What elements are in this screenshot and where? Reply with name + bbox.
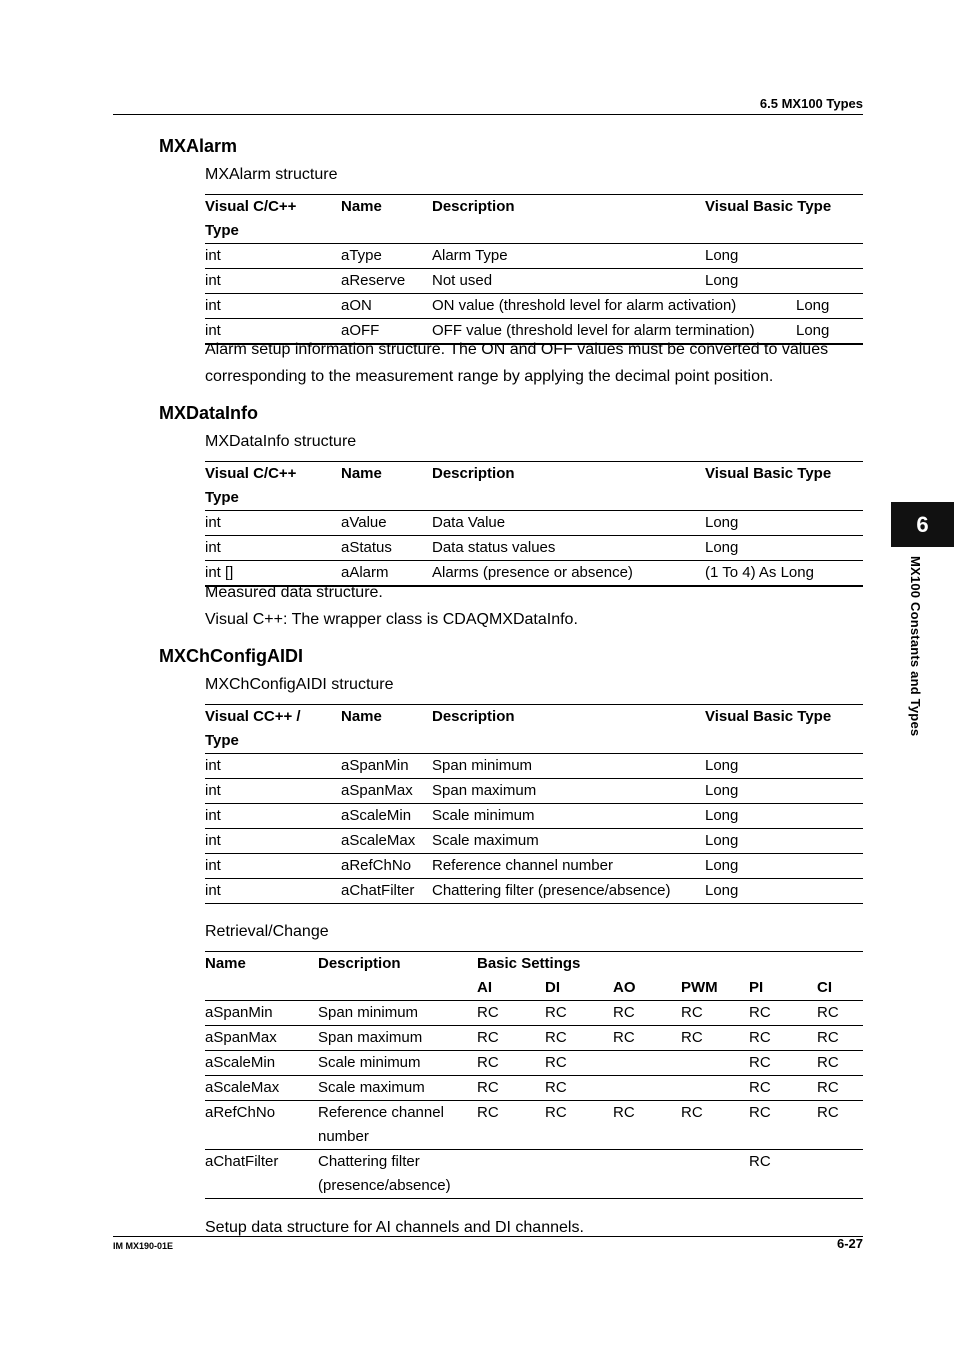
cell-vb-type: Long xyxy=(705,829,863,854)
cell-pwm xyxy=(681,1150,749,1199)
note-line: Measured data structure. xyxy=(205,584,383,601)
cell-description: Span minimum xyxy=(432,754,705,779)
cell-description-line: Reference channel xyxy=(318,1104,444,1121)
table-row xyxy=(205,779,863,804)
cell-ai: RC xyxy=(477,1051,545,1076)
cell-description-line: number xyxy=(318,1128,369,1145)
note-line: corresponding to the measurement range by applying the decimal point position. xyxy=(205,368,774,385)
col-header-vb-type: Visual Basic Type xyxy=(705,462,863,487)
table-header-row xyxy=(205,952,863,977)
cell-name: aAlarm xyxy=(341,561,432,587)
cell-description: Not used xyxy=(432,269,705,294)
chapter-tab-label: MX100 Constants and Types xyxy=(908,556,923,737)
cell-description: ON value (threshold level for alarm activation) xyxy=(432,297,737,314)
cell-description: Chattering filter (presence/absence) xyxy=(432,879,705,904)
table-header-row-cont xyxy=(205,486,863,511)
cell-type: int xyxy=(205,319,341,345)
cell-name: aValue xyxy=(341,511,432,536)
cell-name: aSpanMax xyxy=(341,779,432,804)
cell-ai: RC xyxy=(477,1076,545,1101)
cell-name: aSpanMin xyxy=(205,1001,318,1026)
cell-ao: RC xyxy=(613,1001,681,1026)
cell-description: Scale maximum xyxy=(432,829,705,854)
cell-pi: RC xyxy=(749,1150,817,1199)
footer-doc-id: IM MX190-01E xyxy=(113,1241,174,1251)
cell-type: int xyxy=(205,804,341,829)
cell-ai: RC xyxy=(477,1101,545,1150)
cell-type: int xyxy=(205,879,341,904)
cell-pwm xyxy=(681,1051,749,1076)
retrieval-note: Setup data structure for AI channels and DI channels. xyxy=(205,1219,584,1236)
table-row xyxy=(205,1051,863,1076)
cell-di: RC xyxy=(545,1001,613,1026)
table-row xyxy=(205,879,863,904)
cell-name: aStatus xyxy=(341,536,432,561)
col-header-basic-settings: Basic Settings xyxy=(477,952,863,977)
cell-description: Span maximum xyxy=(318,1026,477,1051)
cell-di: RC xyxy=(545,1026,613,1051)
cell-description: OFF value (threshold level for alarm termination) xyxy=(432,322,755,339)
col-header-type-2: Type xyxy=(205,732,239,749)
cell-di: RC xyxy=(545,1101,613,1150)
cell-ao xyxy=(613,1150,681,1199)
table-row xyxy=(205,1101,863,1150)
cell-vb-type: (1 To 4) As Long xyxy=(705,561,863,587)
cell-di xyxy=(545,1150,613,1199)
col-header-type: Visual CC++ / xyxy=(205,705,341,730)
section-title-mxdatainfo: MXDataInfo xyxy=(159,403,258,423)
cell-ai: RC xyxy=(477,1001,545,1026)
cell-ci: RC xyxy=(817,1026,863,1051)
cell-type: int xyxy=(205,779,341,804)
cell-pi: RC xyxy=(749,1026,817,1051)
cell-ao: RC xyxy=(613,1101,681,1150)
cell-vb-type: Long xyxy=(705,536,863,561)
col-header-vb-type: Visual Basic Type xyxy=(705,195,863,220)
cell-vb-type: Long xyxy=(705,244,863,269)
cell-type: int xyxy=(205,294,341,319)
col-header-type-2: Type xyxy=(205,222,239,239)
cell-name: aRefChNo xyxy=(341,854,432,879)
cell-ci: RC xyxy=(817,1001,863,1026)
table-subheader-row xyxy=(205,976,863,1001)
mxchconfig-table xyxy=(205,704,863,904)
table-row xyxy=(205,1001,863,1026)
table-row xyxy=(205,1150,863,1199)
cell-pi: RC xyxy=(749,1101,817,1150)
col-header-ci: CI xyxy=(817,979,832,996)
cell-name: aOFF xyxy=(341,319,432,345)
cell-description: Scale minimum xyxy=(432,804,705,829)
page-number: 6-27 xyxy=(836,1236,863,1251)
col-header-description: Description xyxy=(432,195,705,220)
cell-ci: RC xyxy=(817,1051,863,1076)
cell-vb-type: Long xyxy=(705,804,863,829)
table-row xyxy=(205,1026,863,1051)
table-caption-retrieval: Retrieval/Change xyxy=(205,923,329,940)
cell-ai xyxy=(477,1150,545,1199)
cell-name: aReserve xyxy=(341,269,432,294)
cell-type: int [] xyxy=(205,561,341,587)
retrieval-table xyxy=(205,951,863,1199)
cell-pi: RC xyxy=(749,1076,817,1101)
cell-di: RC xyxy=(545,1076,613,1101)
table-caption-mxalarm: MXAlarm structure xyxy=(205,166,338,183)
table-row xyxy=(205,804,863,829)
cell-pwm: RC xyxy=(681,1101,749,1150)
note-line: Alarm setup information structure. The ON and OFF values must be converted to values xyxy=(205,341,829,358)
chapter-tab: 6 xyxy=(891,502,954,547)
cell-name: aSpanMin xyxy=(341,754,432,779)
col-header-name: Name xyxy=(205,952,318,977)
mxalarm-note xyxy=(205,336,870,390)
mxdatainfo-table xyxy=(205,461,863,587)
cell-vb-type: Long xyxy=(705,854,863,879)
col-header-description: Description xyxy=(432,462,705,487)
table-header-row-cont xyxy=(205,729,863,754)
cell-description xyxy=(318,1101,477,1150)
cell-name: aScaleMax xyxy=(205,1076,318,1101)
table-caption-mxdatainfo: MXDataInfo structure xyxy=(205,433,357,450)
cell-description: Scale maximum xyxy=(318,1076,477,1101)
cell-ao xyxy=(613,1051,681,1076)
cell-type: int xyxy=(205,829,341,854)
table-row xyxy=(205,244,863,269)
cell-description: Data status values xyxy=(432,536,705,561)
cell-ci: RC xyxy=(817,1101,863,1150)
cell-pwm: RC xyxy=(681,1001,749,1026)
cell-type: int xyxy=(205,511,341,536)
cell-type: int xyxy=(205,244,341,269)
cell-type: int xyxy=(205,854,341,879)
table-row xyxy=(205,829,863,854)
table-row xyxy=(205,754,863,779)
cell-name: aType xyxy=(341,244,432,269)
mxalarm-table xyxy=(205,194,863,345)
cell-name: aScaleMin xyxy=(205,1051,318,1076)
table-header-row xyxy=(205,705,863,730)
cell-description: Scale minimum xyxy=(318,1051,477,1076)
cell-ao xyxy=(613,1076,681,1101)
col-header-type: Visual C/C++ xyxy=(205,195,341,220)
table-caption-mxchconfig: MXChConfigAIDI structure xyxy=(205,676,394,693)
table-row xyxy=(205,294,863,319)
table-row xyxy=(205,1076,863,1101)
col-header-di: DI xyxy=(545,979,560,996)
cell-description: Span minimum xyxy=(318,1001,477,1026)
cell-name: aSpanMax xyxy=(205,1026,318,1051)
table-row xyxy=(205,536,863,561)
cell-vb-type: Long xyxy=(705,754,863,779)
cell-vb-type: Long xyxy=(705,269,863,294)
cell-description-line: (presence/absence) xyxy=(318,1177,451,1194)
col-header-ao: AO xyxy=(613,979,636,996)
col-header-pwm: PWM xyxy=(681,979,718,996)
cell-description-wide xyxy=(432,294,863,319)
section-title-mxalarm: MXAlarm xyxy=(159,136,238,156)
cell-name: aScaleMin xyxy=(341,804,432,829)
cell-vb-type: Long xyxy=(705,511,863,536)
cell-type: int xyxy=(205,754,341,779)
table-header-row xyxy=(205,462,863,487)
col-header-name: Name xyxy=(341,705,432,730)
cell-type: int xyxy=(205,269,341,294)
cell-description: Alarm Type xyxy=(432,244,705,269)
cell-pi: RC xyxy=(749,1001,817,1026)
cell-ao: RC xyxy=(613,1026,681,1051)
col-header-ai: AI xyxy=(477,979,492,996)
table-row xyxy=(205,269,863,294)
cell-vb-type: Long xyxy=(796,297,830,314)
cell-vb-type: Long xyxy=(705,779,863,804)
cell-description: Data Value xyxy=(432,511,705,536)
table-row xyxy=(205,511,863,536)
col-header-pi: PI xyxy=(749,979,764,996)
cell-vb-type: Long xyxy=(796,322,830,339)
cell-pwm xyxy=(681,1076,749,1101)
running-header: 6.5 MX100 Types xyxy=(759,96,863,111)
cell-ci: RC xyxy=(817,1076,863,1101)
cell-description: Span maximum xyxy=(432,779,705,804)
note-line: Visual C++: The wrapper class is CDAQMXDataInfo. xyxy=(205,611,578,628)
table-row xyxy=(205,854,863,879)
cell-description: Reference channel number xyxy=(432,854,705,879)
cell-name: aChatFilter xyxy=(341,879,432,904)
cell-name: aRefChNo xyxy=(205,1101,318,1150)
col-header-vb-type: Visual Basic Type xyxy=(705,705,863,730)
cell-pwm: RC xyxy=(681,1026,749,1051)
cell-type: int xyxy=(205,536,341,561)
cell-ci xyxy=(817,1150,863,1199)
cell-description xyxy=(318,1150,477,1199)
cell-ai: RC xyxy=(477,1026,545,1051)
cell-name: aON xyxy=(341,294,432,319)
cell-description: Alarms (presence or absence) xyxy=(432,561,705,587)
col-header-type: Visual C/C++ xyxy=(205,462,341,487)
cell-pi: RC xyxy=(749,1051,817,1076)
header-rule xyxy=(113,114,863,115)
col-header-name: Name xyxy=(341,195,432,220)
cell-name: aChatFilter xyxy=(205,1150,318,1199)
table-header-row xyxy=(205,195,863,220)
cell-vb-type: Long xyxy=(705,879,863,904)
col-header-name: Name xyxy=(341,462,432,487)
col-header-description: Description xyxy=(432,705,705,730)
section-title-mxchconfig: MXChConfigAIDI xyxy=(159,646,303,666)
table-header-row-cont xyxy=(205,219,863,244)
cell-di: RC xyxy=(545,1051,613,1076)
col-header-type-2: Type xyxy=(205,489,239,506)
cell-name: aScaleMax xyxy=(341,829,432,854)
mxdatainfo-note xyxy=(205,579,870,633)
col-header-description: Description xyxy=(318,952,477,977)
cell-description-line: Chattering filter xyxy=(318,1153,420,1170)
